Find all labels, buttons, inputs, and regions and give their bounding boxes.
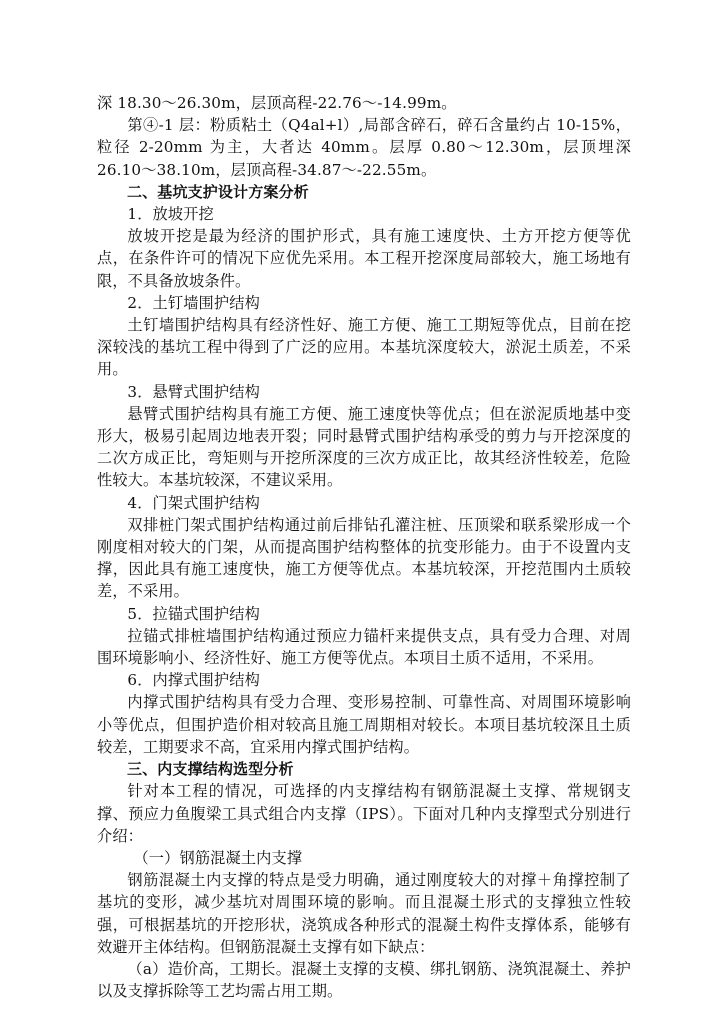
- item-2-title: 2．土钉墙围护结构: [127, 293, 260, 312]
- item-3-title: 3．悬臂式围护结构: [127, 382, 260, 401]
- section-2-heading: 二、基坑支护设计方案分析: [127, 182, 309, 201]
- item-4-text: 双排桩门架式围护结构通过前后排钻孔灌注桩、压顶梁和联系梁形成一个刚度相对较大的门架，从而提高围护结构整体的抗变形能力。由于不设置内支撑，因此具有施工速度快，施工方便等优点。本基坑较深，开挖范围内土质较差，不采用。: [97, 515, 631, 601]
- item-5-text: 拉锚式排桩墙围护结构通过预应力锚杆来提供支点，具有受力合理、对周围环境影响小、经济性好、施工方便等优点。本项目土质不适用，不采用。: [97, 626, 631, 668]
- section-3-point-a: （a）造价高，工期长。混凝土支撑的支模、绑扎钢筋、浇筑混凝土、养护以及支撑拆除等工艺均需占用工期。: [97, 959, 631, 1001]
- section-3-intro: 针对本工程的情况，可选择的内支撑结构有钢筋混凝土支撑、常规钢支撑、预应力鱼腹梁工具式组合内支撑（IPS）。下面对几种内支撑型式分别进行介绍：: [97, 782, 631, 845]
- continued-paragraph: 深 18.30～26.30m，层顶高程-22.76～-14.99m。: [97, 94, 457, 112]
- section-3-subheading: （一）钢筋混凝土内支撑: [133, 848, 303, 867]
- item-5-title: 5．拉锚式围护结构: [127, 604, 260, 623]
- item-6-text: 内撑式围护结构具有受力合理、变形易控制、可靠性高、对周围环境影响小等优点，但围护造价相对较高且施工周期相对较长。本项目基坑较深且土质较差，工期要求不高，宜采用内撑式围护结构。: [97, 693, 631, 756]
- layer-4-1-paragraph: 第④-1 层：粉质粘土（Q4al+l）,局部含碎石，碎石含量约占 10-15%，粒径 2-20mm 为主，大者达 40mm。层厚 0.80～12.30m，层顶埋深 26.10～38.10m，层顶高程-34.87～-22.55m。: [97, 116, 631, 179]
- document-page: [97, 92, 631, 1002]
- item-1-title: 1．放坡开挖: [127, 205, 214, 224]
- section-3-text: 钢筋混凝土内支撑的特点是受力明确，通过刚度较大的对撑＋角撑控制了基坑的变形，减少基坑对周围环境的影响。而且混凝土形式的支撑独立性较强，可根据基坑的开挖形状，浇筑成各种形式的混凝土构件支撑体系，能够有效避开主体结构。但钢筋混凝土支撑有如下缺点：: [97, 871, 631, 956]
- item-3-text: 悬臂式围护结构具有施工方便、施工速度快等优点；但在淤泥质地基中变形大，极易引起周边地表开裂；同时悬臂式围护结构承受的剪力与开挖深度的二次方成正比，弯矩则与开挖所深度的三次方成正比，故其经济性较差，危险性较大。本基坑较深，不建议采用。: [97, 404, 631, 490]
- section-3-heading: 三、内支撑结构选型分析: [127, 760, 294, 779]
- item-6-title: 6．内撑式围护结构: [127, 671, 260, 690]
- item-2-text: 土钉墙围护结构具有经济性好、施工方便、施工工期短等优点，目前在挖深较浅的基坑工程中得到了广泛的应用。本基坑深度较大，淤泥土质差，不采用。: [97, 316, 631, 379]
- item-4-title: 4．门架式围护结构: [127, 493, 260, 512]
- item-1-text: 放坡开挖是最为经济的围护形式，具有施工速度快、土方开挖方便等优点，在条件许可的情况下应优先采用。本工程开挖深度局部较大，施工场地有限，不具备放坡条件。: [97, 227, 631, 290]
